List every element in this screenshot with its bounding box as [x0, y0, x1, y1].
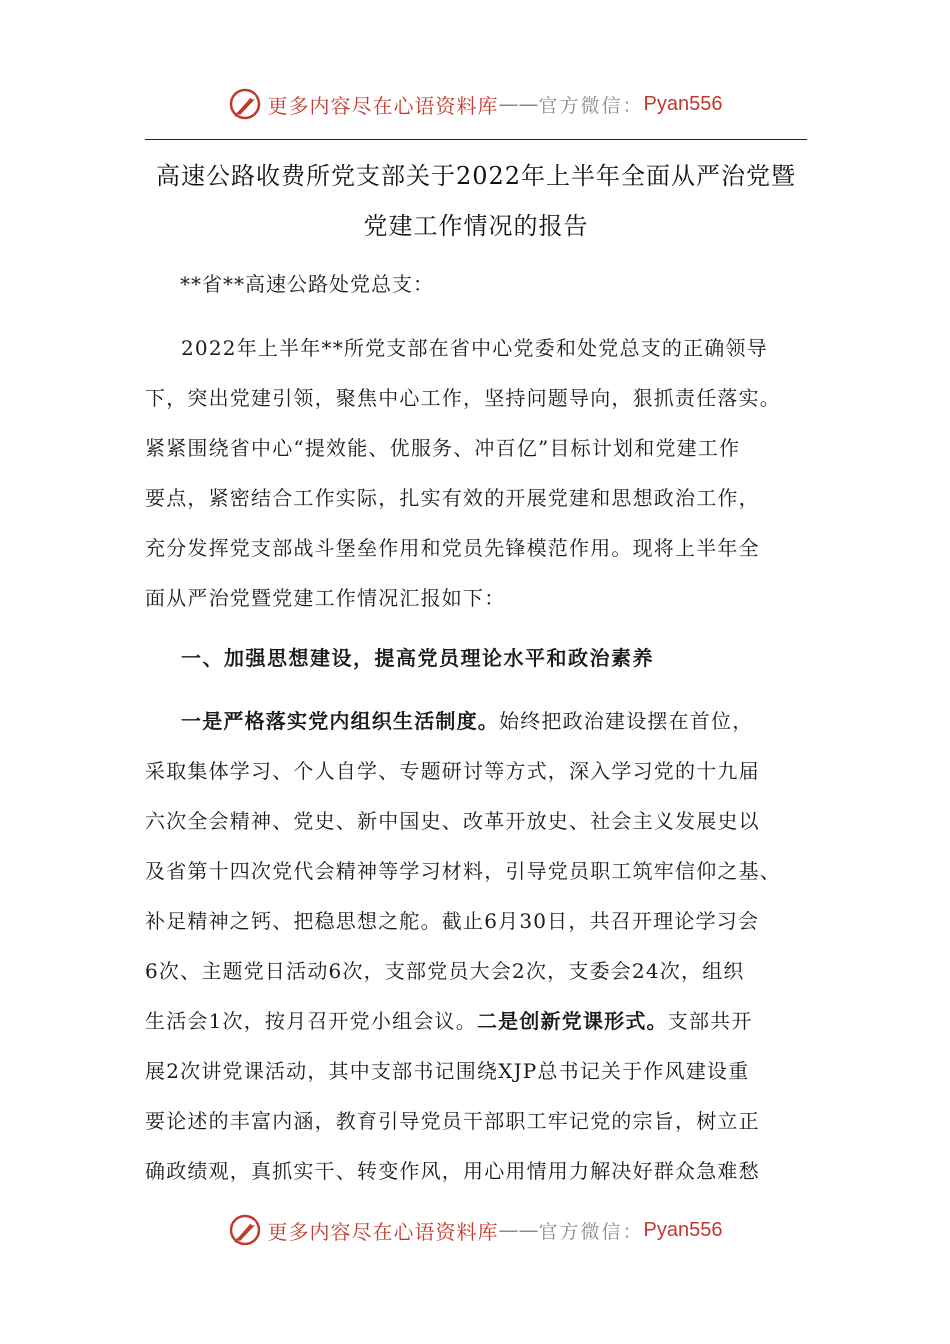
banner-wechat-id: Pyan556	[643, 1218, 723, 1241]
body-line: 六次全会精神、党史、新中国史、改革开放史、社会主义发展史以	[145, 809, 760, 833]
intro-line: 紧紧围绕省中心“提效能、优服务、冲百亿”目标计划和党建工作	[145, 436, 741, 460]
banner-brand-text: 更多内容尽在心语资料库	[267, 93, 499, 118]
banner-brand-text: 更多内容尽在心语资料库	[267, 1219, 499, 1244]
section-heading: 一、加强思想建设，提高党员理论水平和政治素养	[181, 646, 654, 670]
intro-line: 面从严治党暨党建工作情况汇报如下：	[145, 586, 506, 610]
point-2-lead: 二是创新党课形式。	[476, 1009, 668, 1033]
body-line	[145, 1005, 753, 1034]
banner-dash: ——	[498, 1218, 539, 1242]
document-title-line-2: 党建工作情况的报告	[363, 212, 589, 240]
banner-wechat-label: 官方微信：	[538, 94, 644, 117]
quill-pen-logo-icon	[228, 1213, 262, 1247]
body-line: 要论述的丰富内涵，教育引导党员干部职工牢记党的宗旨，树立正	[145, 1109, 760, 1133]
header-watermark-banner	[0, 84, 950, 124]
intro-line: 要点，紧密结合工作实际，扎实有效的开展党建和思想政治工作，	[145, 486, 760, 510]
intro-line: 充分发挥党支部战斗堡垒作用和党员先锋模范作用。现将上半年全	[145, 536, 760, 560]
body-line: 补足精神之钙、把稳思想之舵。截止6月30日，共召开理论学习会	[145, 909, 760, 933]
point-1-text: 始终把政治建设摆在首位，	[499, 709, 754, 733]
banner-dash: ——	[498, 92, 539, 116]
salutation: **省**高速公路处党总支：	[180, 272, 434, 296]
footer-watermark-banner	[0, 1210, 950, 1250]
banner-wechat-id: Pyan556	[643, 92, 723, 115]
intro-line: 2022年上半年**所党支部在省中心党委和处党总支的正确领导	[181, 336, 768, 360]
banner-wechat-label: 官方微信：	[538, 1220, 644, 1243]
point-1-lead: 一是严格落实党内组织生活制度。	[181, 709, 499, 733]
intro-line: 下，突出党建引领，聚焦中心工作，坚持问题导向，狠抓责任落实。	[145, 386, 781, 410]
body-line: 6次、主题党日活动6次，支部党员大会2次，支委会24次，组织	[145, 959, 745, 983]
body-line: 展2次讲党课活动，其中支部书记围绕XJP总书记关于作风建设重	[145, 1059, 750, 1083]
point-2-text: 支部共开	[667, 1009, 753, 1033]
body-line	[181, 705, 753, 734]
body-line: 采取集体学习、个人自学、专题研讨等方式，深入学习党的十九届	[145, 759, 760, 783]
header-divider	[145, 139, 807, 140]
point-1-tail: 生活会1次，按月召开党小组会议。	[145, 1009, 477, 1033]
quill-pen-logo-icon	[228, 87, 262, 121]
body-line: 及省第十四次党代会精神等学习材料，引导党员职工筑牢信仰之基、	[145, 859, 781, 883]
body-line: 确政绩观，真抓实干、转变作风，用心用情用力解决好群众急难愁	[145, 1159, 760, 1183]
document-title-line-1: 高速公路收费所党支部关于2022年上半年全面从严治党暨	[155, 162, 797, 190]
